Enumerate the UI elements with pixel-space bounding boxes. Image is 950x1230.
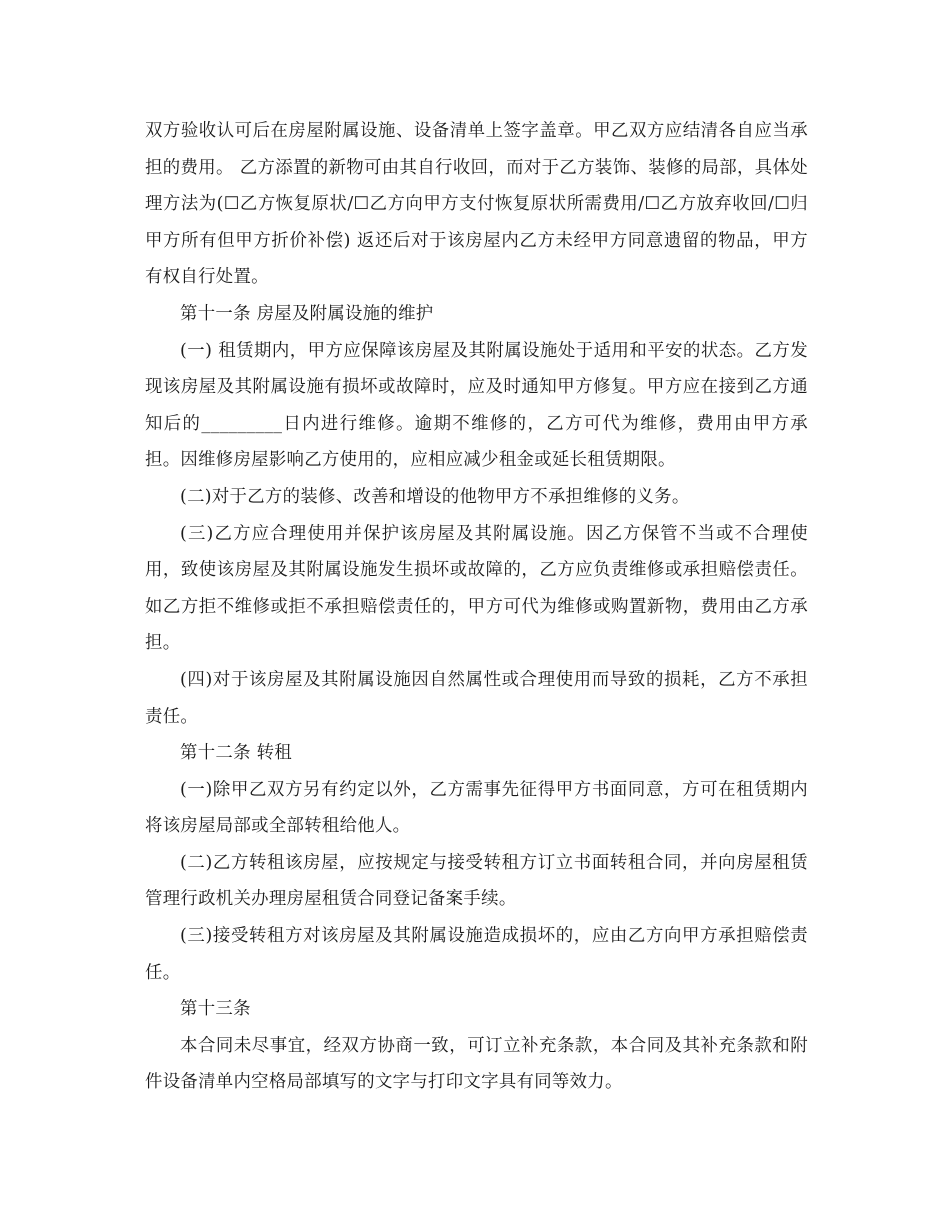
paragraph-12-2: (二)乙方转租该房屋，应按规定与接受转租方订立书面转租合同，并向房屋租赁管理行政机关办理房屋租赁合同登记备案手续。 <box>145 852 808 910</box>
paragraph-11-2: (二)对于乙方的装修、改善和增设的他物甲方不承担维修的义务。 <box>180 486 690 507</box>
paragraph-11-3: (三)乙方应合理使用并保护该房屋及其附属设施。因乙方保管不当或不合理使用，致使该房屋及其附属设施发生损坏或故障的，乙方应负责维修或承担赔偿责任。如乙方拒不维修或拒不承担赔偿责任的，甲方可代为维修或购置新物，费用由乙方承担。 <box>145 523 808 654</box>
paragraph-handover: 双方验收认可后在房屋附属设施、设备清单上签字盖章。甲乙双方应结清各自应当承担的费用。 乙方添置的新物可由其自行收回，而对于乙方装饰、装修的局部，具体处理方法为(☐乙方恢复原状/☐乙方向甲方支付恢复原状所需费用/☐乙方放弃收回/☐归甲方所有但甲方折价补偿) 返还后对于该房屋内乙方未经甲方同意遗留的物品，甲方有权自行处置。 <box>145 121 808 288</box>
document-page <box>145 113 808 1101</box>
heading-article-13: 第十三条 <box>180 999 251 1020</box>
heading-article-12: 第十二条 转租 <box>180 743 292 764</box>
paragraph-13: 本合同未尽事宜，经双方协商一致，可订立补充条款，本合同及其补充条款和附件设备清单内空格局部填写的文字与打印文字具有同等效力。 <box>145 1035 808 1093</box>
paragraph-12-1: (一)除甲乙双方另有约定以外，乙方需事先征得甲方书面同意，方可在租赁期内将该房屋局部或全部转租给他人。 <box>145 779 808 837</box>
paragraph-12-3: (三)接受转租方对该房屋及其附属设施造成损坏的，应由乙方向甲方承担赔偿责任。 <box>145 926 808 983</box>
paragraph-11-4: (四)对于该房屋及其附属设施因自然属性或合理使用而导致的损耗，乙方不承担责任。 <box>145 669 808 727</box>
paragraph-11-1: (一) 租赁期内，甲方应保障该房屋及其附属设施处于适用和平安的状态。乙方发现该房屋及其附属设施有损坏或故障时，应及时通知甲方修复。甲方应在接到乙方通知后的_________日内进行维修。逾期不维修的，乙方可代为维修，费用由甲方承担。因维修房屋影响乙方使用的，应相应减少租金或延长租赁期限。 <box>145 340 808 471</box>
heading-article-11: 第十一条 房屋及附属设施的维护 <box>180 303 434 324</box>
